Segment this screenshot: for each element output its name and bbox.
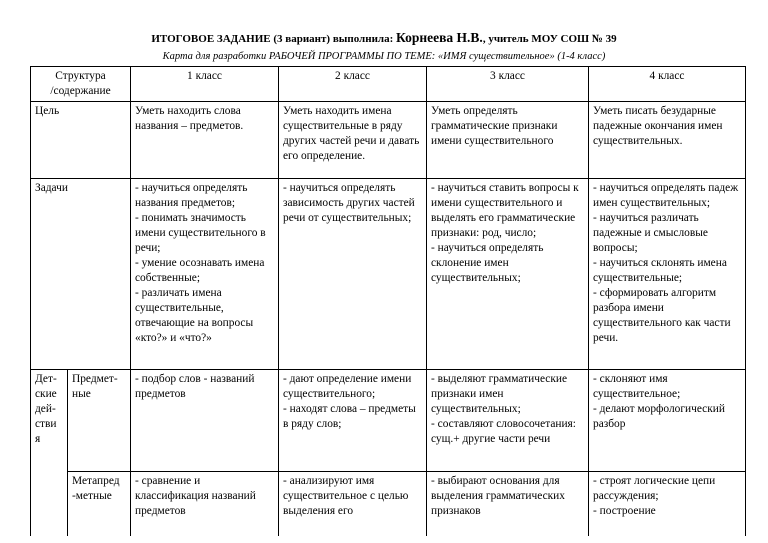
author-name: Корнеева Н.В. <box>396 30 483 45</box>
tasks-row <box>31 179 746 370</box>
meta-grade-1: - сравнение и классификация названий предметов <box>131 472 279 537</box>
document-subtitle: Карта для разработки РАБОЧЕЙ ПРОГРАММЫ ПО ТЕМЕ: «ИМЯ существительное» (1-4 класс) <box>162 51 606 62</box>
subject-grade-2: - дают определение имени существительного; - находят слова – предметы в ряду слов; <box>279 370 427 472</box>
goal-grade-4: Уметь писать безударные падежные окончания имен существительных. <box>589 102 746 179</box>
tasks-grade-1: - научиться определять названия предметов; - понимать значимость имени существительного в речи; - умение осознавать имена собственные; - различать имена существительные, отвечающие на вопросы «кто?» и «что?» <box>131 179 279 370</box>
meta-grade-3: - выбирают основания для выделения грамматических признаков <box>427 472 589 537</box>
subject-label: Предмет- ные <box>68 370 131 472</box>
goal-row <box>31 102 746 179</box>
goal-grade-1: Уметь находить слова названия – предметов. <box>131 102 279 179</box>
goal-label: Цель <box>31 102 131 179</box>
title-part-2: , учитель МОУ СОШ № 39 <box>482 33 617 45</box>
meta-grade-4: - строят логические цепи рассуждения; - построение <box>589 472 746 537</box>
meta-label: Метапред -метные <box>68 472 131 537</box>
goal-grade-2: Уметь находить имена существительные в ряду других частей речи и давать его определение. <box>279 102 427 179</box>
subject-actions-row <box>31 370 746 472</box>
tasks-grade-4: - научиться определять падеж имен существительных; - научиться различать падежные и смысловые вопросы; - научиться склонять имена существительные; - сформировать алгоритм разбора имени существительного как части речи. <box>589 179 746 370</box>
meta-grade-2: - анализируют имя существительное с целью выделения его <box>279 472 427 537</box>
document-title <box>0 30 768 46</box>
header-structure: Структура /содержание <box>31 67 131 102</box>
goal-grade-3: Уметь определять грамматические признаки имени существительного <box>427 102 589 179</box>
header-grade-4: 4 класс <box>589 67 746 102</box>
header-grade-3: 3 класс <box>427 67 589 102</box>
meta-actions-row <box>31 472 746 537</box>
header-row <box>31 67 746 102</box>
tasks-grade-2: - научиться определять зависимость других частей речи от существительных; <box>279 179 427 370</box>
subject-grade-4: - склоняют имя существительное; - делают морфологический разбор <box>589 370 746 472</box>
header-grade-1: 1 класс <box>131 67 279 102</box>
subject-grade-1: - подбор слов - названий предметов <box>131 370 279 472</box>
tasks-grade-3: - научиться ставить вопросы к имени существительного и выделять его грамматические признаки: род, число; - научиться определять склонение имен существительных; <box>427 179 589 370</box>
tasks-label: Задачи <box>31 179 131 370</box>
title-part-1: ИТОГОВОЕ ЗАДАНИЕ (3 вариант) выполнила: <box>151 33 396 45</box>
program-plan-table <box>30 66 746 536</box>
actions-label: Дет- ские дей- стви я <box>31 370 68 537</box>
subject-grade-3: - выделяют грамматические признаки имен существительных; - составляют словосочетания: сущ.+ другие части речи <box>427 370 589 472</box>
header-grade-2: 2 класс <box>279 67 427 102</box>
